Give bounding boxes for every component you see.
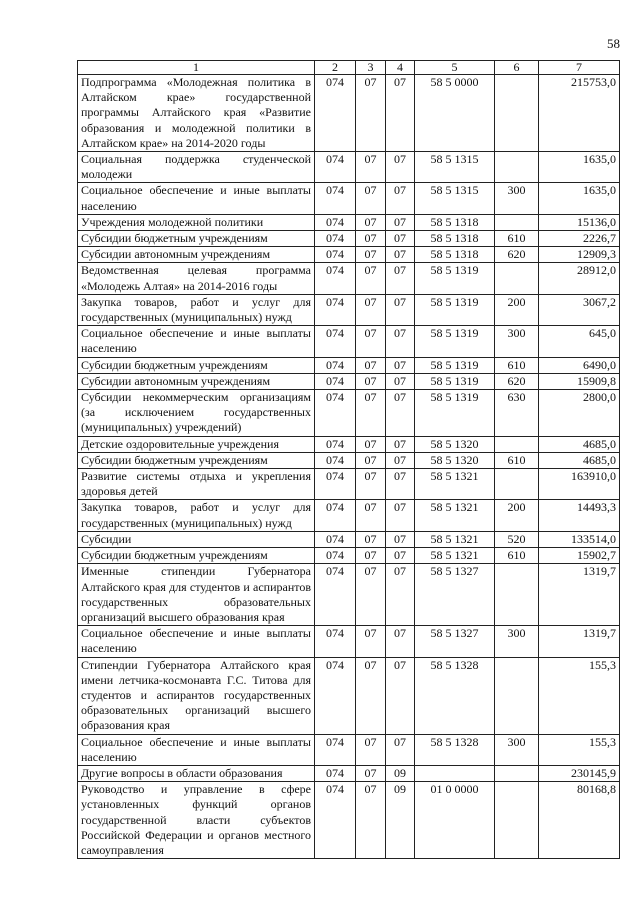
row-amount-cell: 14493,3 bbox=[539, 500, 620, 531]
budget-table bbox=[77, 60, 620, 859]
row-amount-cell: 230145,9 bbox=[539, 765, 620, 781]
row-expense-type-cell bbox=[495, 214, 539, 230]
row-subsection-cell: 07 bbox=[386, 734, 415, 765]
row-code-cell: 074 bbox=[315, 452, 356, 468]
row-expense-type-cell bbox=[495, 564, 539, 626]
row-amount-cell: 15909,8 bbox=[539, 373, 620, 389]
row-target-article-cell bbox=[415, 765, 495, 781]
row-expense-type-cell bbox=[495, 152, 539, 183]
row-code-cell: 074 bbox=[315, 564, 356, 626]
row-code-cell: 074 bbox=[315, 152, 356, 183]
row-amount-cell: 215753,0 bbox=[539, 75, 620, 152]
row-amount-cell: 1635,0 bbox=[539, 152, 620, 183]
row-section-cell: 07 bbox=[356, 548, 386, 564]
row-target-article-cell: 58 5 1315 bbox=[415, 152, 495, 183]
row-amount-cell: 133514,0 bbox=[539, 531, 620, 547]
row-amount-cell: 155,3 bbox=[539, 734, 620, 765]
row-code-cell: 074 bbox=[315, 247, 356, 263]
table-row bbox=[78, 436, 620, 452]
row-target-article-cell: 58 5 1318 bbox=[415, 231, 495, 247]
row-subsection-cell: 07 bbox=[386, 626, 415, 657]
row-code-cell: 074 bbox=[315, 469, 356, 500]
row-amount-cell: 2226,7 bbox=[539, 231, 620, 247]
row-subsection-cell: 07 bbox=[386, 390, 415, 437]
row-name-cell: Субсидии bbox=[78, 531, 315, 547]
row-name-cell: Учреждения молодежной политики bbox=[78, 214, 315, 230]
row-section-cell: 07 bbox=[356, 531, 386, 547]
row-expense-type-cell bbox=[495, 657, 539, 734]
row-code-cell: 074 bbox=[315, 500, 356, 531]
row-amount-cell: 4685,0 bbox=[539, 452, 620, 468]
row-target-article-cell: 58 5 1328 bbox=[415, 734, 495, 765]
row-subsection-cell: 07 bbox=[386, 214, 415, 230]
row-section-cell: 07 bbox=[356, 390, 386, 437]
row-name-cell: Стипендии Губернатора Алтайского края имени летчика-космонавта Г.С. Титова для студентов и аспирантов государственных образовательных организаций высшего образования края bbox=[78, 657, 315, 734]
row-code-cell: 074 bbox=[315, 214, 356, 230]
header-col-3: 3 bbox=[356, 61, 386, 75]
row-name-cell: Субсидии некоммерческим организациям (за исключением государственных (муниципальных) учреждений) bbox=[78, 390, 315, 437]
row-expense-type-cell: 620 bbox=[495, 247, 539, 263]
row-amount-cell: 80168,8 bbox=[539, 782, 620, 859]
table-row bbox=[78, 782, 620, 859]
table-row bbox=[78, 626, 620, 657]
row-expense-type-cell: 630 bbox=[495, 390, 539, 437]
row-subsection-cell: 07 bbox=[386, 294, 415, 325]
header-col-2: 2 bbox=[315, 61, 356, 75]
row-code-cell: 074 bbox=[315, 531, 356, 547]
row-expense-type-cell bbox=[495, 75, 539, 152]
row-subsection-cell: 07 bbox=[386, 469, 415, 500]
row-section-cell: 07 bbox=[356, 626, 386, 657]
row-expense-type-cell bbox=[495, 469, 539, 500]
row-subsection-cell: 07 bbox=[386, 357, 415, 373]
row-code-cell: 074 bbox=[315, 626, 356, 657]
row-section-cell: 07 bbox=[356, 734, 386, 765]
table-row bbox=[78, 500, 620, 531]
row-code-cell: 074 bbox=[315, 782, 356, 859]
header-col-4: 4 bbox=[386, 61, 415, 75]
row-name-cell: Закупка товаров, работ и услуг для государственных (муниципальных) нужд bbox=[78, 294, 315, 325]
row-name-cell: Социальное обеспечение и иные выплаты населению bbox=[78, 183, 315, 214]
row-section-cell: 07 bbox=[356, 564, 386, 626]
row-name-cell: Ведомственная целевая программа «Молодежь Алтая» на 2014-2016 годы bbox=[78, 263, 315, 294]
row-subsection-cell: 09 bbox=[386, 782, 415, 859]
row-name-cell: Детские оздоровительные учреждения bbox=[78, 436, 315, 452]
row-name-cell: Социальное обеспечение и иные выплаты населению bbox=[78, 734, 315, 765]
row-amount-cell: 28912,0 bbox=[539, 263, 620, 294]
table-row bbox=[78, 469, 620, 500]
row-amount-cell: 2800,0 bbox=[539, 390, 620, 437]
row-expense-type-cell: 610 bbox=[495, 452, 539, 468]
table-row bbox=[78, 765, 620, 781]
row-subsection-cell: 09 bbox=[386, 765, 415, 781]
row-expense-type-cell bbox=[495, 263, 539, 294]
table-row bbox=[78, 373, 620, 389]
row-target-article-cell: 58 5 1319 bbox=[415, 373, 495, 389]
row-code-cell: 074 bbox=[315, 263, 356, 294]
row-expense-type-cell: 610 bbox=[495, 357, 539, 373]
row-code-cell: 074 bbox=[315, 357, 356, 373]
row-expense-type-cell: 300 bbox=[495, 626, 539, 657]
row-name-cell: Подпрограмма «Молодежная политика в Алтайском крае» государственной программы Алтайского края «Развитие образования и молодежной политики в Алтайском крае» на 2014-2020 годы bbox=[78, 75, 315, 152]
table-row bbox=[78, 564, 620, 626]
table-row bbox=[78, 247, 620, 263]
row-subsection-cell: 07 bbox=[386, 657, 415, 734]
row-amount-cell: 1635,0 bbox=[539, 183, 620, 214]
row-target-article-cell: 58 5 1320 bbox=[415, 452, 495, 468]
row-section-cell: 07 bbox=[356, 294, 386, 325]
row-section-cell: 07 bbox=[356, 326, 386, 357]
row-target-article-cell: 58 5 1321 bbox=[415, 548, 495, 564]
row-target-article-cell: 58 5 1321 bbox=[415, 531, 495, 547]
row-section-cell: 07 bbox=[356, 231, 386, 247]
table-row bbox=[78, 452, 620, 468]
row-expense-type-cell bbox=[495, 765, 539, 781]
row-subsection-cell: 07 bbox=[386, 564, 415, 626]
row-code-cell: 074 bbox=[315, 326, 356, 357]
row-target-article-cell: 58 5 1315 bbox=[415, 183, 495, 214]
row-subsection-cell: 07 bbox=[386, 500, 415, 531]
row-target-article-cell: 58 5 1321 bbox=[415, 469, 495, 500]
row-code-cell: 074 bbox=[315, 294, 356, 325]
row-section-cell: 07 bbox=[356, 75, 386, 152]
row-target-article-cell: 01 0 0000 bbox=[415, 782, 495, 859]
row-expense-type-cell: 200 bbox=[495, 294, 539, 325]
row-subsection-cell: 07 bbox=[386, 452, 415, 468]
row-code-cell: 074 bbox=[315, 548, 356, 564]
header-col-1: 1 bbox=[78, 61, 315, 75]
row-target-article-cell: 58 5 1318 bbox=[415, 214, 495, 230]
header-col-6: 6 bbox=[495, 61, 539, 75]
row-code-cell: 074 bbox=[315, 183, 356, 214]
row-target-article-cell: 58 5 1328 bbox=[415, 657, 495, 734]
row-code-cell: 074 bbox=[315, 231, 356, 247]
row-section-cell: 07 bbox=[356, 373, 386, 389]
row-expense-type-cell: 620 bbox=[495, 373, 539, 389]
row-name-cell: Субсидии бюджетным учреждениям bbox=[78, 357, 315, 373]
row-section-cell: 07 bbox=[356, 436, 386, 452]
row-name-cell: Другие вопросы в области образования bbox=[78, 765, 315, 781]
row-subsection-cell: 07 bbox=[386, 247, 415, 263]
row-expense-type-cell: 200 bbox=[495, 500, 539, 531]
row-code-cell: 074 bbox=[315, 373, 356, 389]
table-row bbox=[78, 657, 620, 734]
row-code-cell: 074 bbox=[315, 390, 356, 437]
row-target-article-cell: 58 5 1327 bbox=[415, 626, 495, 657]
table-row bbox=[78, 214, 620, 230]
row-name-cell: Социальное обеспечение и иные выплаты населению bbox=[78, 326, 315, 357]
row-expense-type-cell: 300 bbox=[495, 734, 539, 765]
table-row bbox=[78, 294, 620, 325]
table-row bbox=[78, 231, 620, 247]
table-row bbox=[78, 152, 620, 183]
row-subsection-cell: 07 bbox=[386, 531, 415, 547]
row-expense-type-cell: 300 bbox=[495, 326, 539, 357]
row-section-cell: 07 bbox=[356, 357, 386, 373]
row-subsection-cell: 07 bbox=[386, 75, 415, 152]
table-body bbox=[78, 75, 620, 859]
row-code-cell: 074 bbox=[315, 765, 356, 781]
row-name-cell: Социальная поддержка студенческой молодежи bbox=[78, 152, 315, 183]
row-amount-cell: 4685,0 bbox=[539, 436, 620, 452]
table-row bbox=[78, 531, 620, 547]
row-subsection-cell: 07 bbox=[386, 152, 415, 183]
table-row bbox=[78, 263, 620, 294]
row-target-article-cell: 58 5 1318 bbox=[415, 247, 495, 263]
header-col-5: 5 bbox=[415, 61, 495, 75]
row-target-article-cell: 58 5 1319 bbox=[415, 357, 495, 373]
row-code-cell: 074 bbox=[315, 75, 356, 152]
table-row bbox=[78, 183, 620, 214]
page-number: 58 bbox=[607, 36, 620, 51]
row-name-cell: Социальное обеспечение и иные выплаты населению bbox=[78, 626, 315, 657]
row-target-article-cell: 58 5 1319 bbox=[415, 390, 495, 437]
row-subsection-cell: 07 bbox=[386, 231, 415, 247]
row-section-cell: 07 bbox=[356, 183, 386, 214]
row-name-cell: Развитие системы отдыха и укрепления здоровья детей bbox=[78, 469, 315, 500]
row-section-cell: 07 bbox=[356, 469, 386, 500]
table-row bbox=[78, 390, 620, 437]
row-name-cell: Именные стипендии Губернатора Алтайского края для студентов и аспирантов государственных образовательных организаций высшего образования края bbox=[78, 564, 315, 626]
row-section-cell: 07 bbox=[356, 452, 386, 468]
row-target-article-cell: 58 5 1327 bbox=[415, 564, 495, 626]
row-section-cell: 07 bbox=[356, 263, 386, 294]
row-expense-type-cell: 300 bbox=[495, 183, 539, 214]
row-subsection-cell: 07 bbox=[386, 263, 415, 294]
row-section-cell: 07 bbox=[356, 782, 386, 859]
row-subsection-cell: 07 bbox=[386, 436, 415, 452]
row-expense-type-cell bbox=[495, 782, 539, 859]
table-row bbox=[78, 75, 620, 152]
table-row bbox=[78, 357, 620, 373]
row-amount-cell: 645,0 bbox=[539, 326, 620, 357]
row-target-article-cell: 58 5 1321 bbox=[415, 500, 495, 531]
row-expense-type-cell: 610 bbox=[495, 548, 539, 564]
row-target-article-cell: 58 5 1320 bbox=[415, 436, 495, 452]
row-amount-cell: 155,3 bbox=[539, 657, 620, 734]
row-code-cell: 074 bbox=[315, 734, 356, 765]
row-name-cell: Субсидии бюджетным учреждениям bbox=[78, 548, 315, 564]
row-amount-cell: 3067,2 bbox=[539, 294, 620, 325]
row-subsection-cell: 07 bbox=[386, 548, 415, 564]
row-section-cell: 07 bbox=[356, 765, 386, 781]
row-name-cell: Субсидии автономным учреждениям bbox=[78, 247, 315, 263]
row-target-article-cell: 58 5 0000 bbox=[415, 75, 495, 152]
row-expense-type-cell bbox=[495, 436, 539, 452]
row-name-cell: Субсидии бюджетным учреждениям bbox=[78, 231, 315, 247]
row-name-cell: Субсидии автономным учреждениям bbox=[78, 373, 315, 389]
row-amount-cell: 163910,0 bbox=[539, 469, 620, 500]
row-name-cell: Закупка товаров, работ и услуг для государственных (муниципальных) нужд bbox=[78, 500, 315, 531]
row-section-cell: 07 bbox=[356, 247, 386, 263]
row-expense-type-cell: 520 bbox=[495, 531, 539, 547]
row-expense-type-cell: 610 bbox=[495, 231, 539, 247]
row-amount-cell: 12909,3 bbox=[539, 247, 620, 263]
row-amount-cell: 1319,7 bbox=[539, 564, 620, 626]
row-amount-cell: 15902,7 bbox=[539, 548, 620, 564]
row-target-article-cell: 58 5 1319 bbox=[415, 294, 495, 325]
table-row bbox=[78, 548, 620, 564]
table-row bbox=[78, 734, 620, 765]
row-subsection-cell: 07 bbox=[386, 326, 415, 357]
row-subsection-cell: 07 bbox=[386, 373, 415, 389]
row-section-cell: 07 bbox=[356, 214, 386, 230]
row-name-cell: Субсидии бюджетным учреждениям bbox=[78, 452, 315, 468]
table-row bbox=[78, 326, 620, 357]
row-target-article-cell: 58 5 1319 bbox=[415, 326, 495, 357]
row-code-cell: 074 bbox=[315, 436, 356, 452]
row-code-cell: 074 bbox=[315, 657, 356, 734]
row-section-cell: 07 bbox=[356, 657, 386, 734]
row-section-cell: 07 bbox=[356, 500, 386, 531]
row-amount-cell: 15136,0 bbox=[539, 214, 620, 230]
row-name-cell: Руководство и управление в сфере установленных функций органов государственной власти субъектов Российской Федерации и органов местного самоуправления bbox=[78, 782, 315, 859]
row-amount-cell: 1319,7 bbox=[539, 626, 620, 657]
header-col-7: 7 bbox=[539, 61, 620, 75]
table-header-row bbox=[78, 61, 620, 75]
row-amount-cell: 6490,0 bbox=[539, 357, 620, 373]
row-subsection-cell: 07 bbox=[386, 183, 415, 214]
row-section-cell: 07 bbox=[356, 152, 386, 183]
row-target-article-cell: 58 5 1319 bbox=[415, 263, 495, 294]
